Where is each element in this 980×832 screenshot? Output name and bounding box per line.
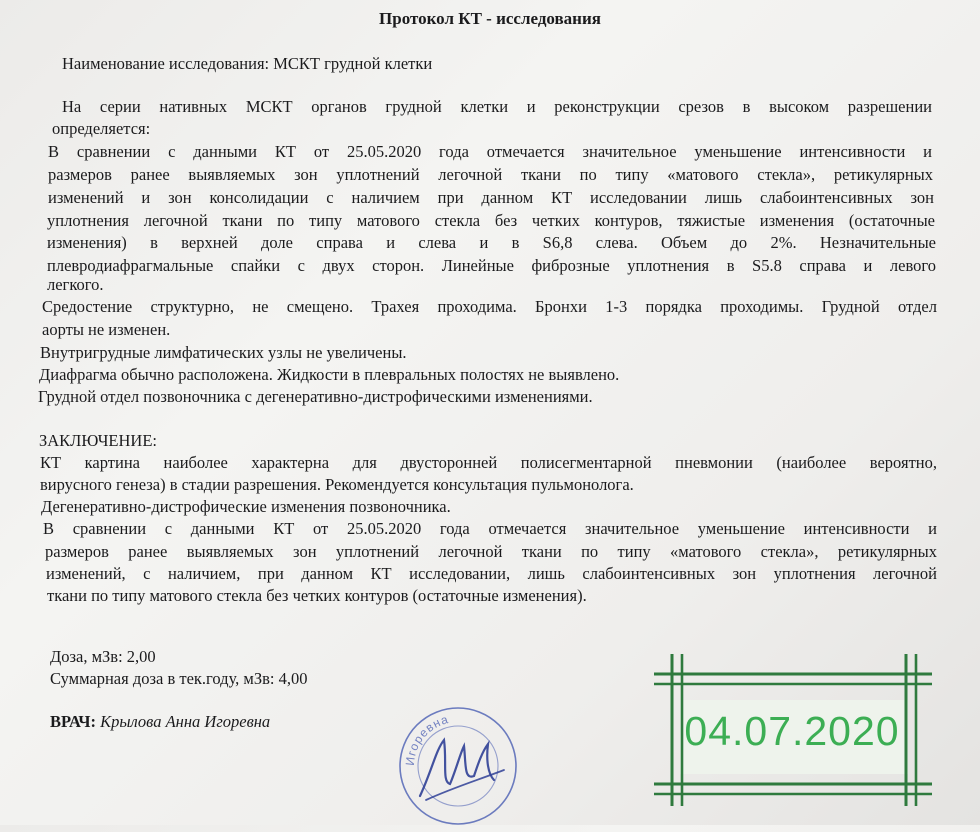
findings-line-12: Внутригрудные лимфатических узлы не увеличены.	[40, 343, 407, 362]
study-name-value: МСКТ грудной клетки	[273, 54, 433, 73]
conclusion-line-7: ткани по типу матового стекла без четких контуров (остаточные изменения).	[47, 586, 587, 605]
seal-text: Игоревна	[402, 712, 451, 767]
conclusion-line-3: Дегенеративно-дистрофические изменения позвоночника.	[41, 497, 451, 516]
findings-line-1: На серии нативных МСКТ органов грудной клетки и реконструкции срезов в высоком разрешении	[62, 97, 932, 116]
findings-line-8: плевродиафрагмальные спайки с двух сторон. Линейные фиброзные уплотнения в S5.8 справа и левого	[47, 256, 936, 275]
official-seal-icon	[392, 700, 524, 832]
study-name-label: Наименование исследования:	[62, 54, 270, 73]
findings-line-3: В сравнении с данными КТ от 25.05.2020 года отмечается значительное уменьшение интенсивности и	[48, 142, 932, 161]
findings-line-7: изменения) в верхней доле справа и слева и в S6,8 слева. Объем до 2%. Незначительные	[47, 233, 936, 252]
findings-line-11: аорты не изменен.	[42, 320, 171, 339]
findings-line-14: Грудной отдел позвоночника с дегенеративно-дистрофическими изменениями.	[38, 387, 593, 406]
conclusion-line-1: КТ картина наиболее характерна для двусторонней полисегментарной пневмонии (наиболее вероятно,	[40, 453, 937, 472]
doctor-name: Крылова Анна Игоревна	[100, 712, 271, 731]
doctor-label: ВРАЧ:	[50, 712, 96, 731]
dose-line: Доза, мЗв: 2,00	[50, 647, 156, 666]
study-name-line	[62, 53, 432, 76]
findings-line-2: определяется:	[52, 119, 151, 138]
document-title: Протокол КТ - исследования	[379, 9, 601, 28]
doctor-line	[50, 711, 270, 734]
conclusion-line-4: В сравнении с данными КТ от 25.05.2020 года отмечается значительное уменьшение интенсивности и	[43, 519, 937, 538]
conclusion-line-6: изменений, с наличием, при данном КТ исследовании, лишь слабоинтенсивных зон уплотнения легочной	[46, 564, 937, 583]
conclusion-heading: ЗАКЛЮЧЕНИЕ:	[39, 431, 158, 450]
findings-line-5: изменений и зон консолидации с наличием при данном КТ исследовании лишь слабоинтенсивных зон	[48, 188, 934, 207]
findings-line-4: размеров ранее выявляемых зон уплотнений легочной ткани по типу «матового стекла», ретикулярных	[48, 165, 933, 184]
total-dose-line: Суммарная доза в тек.году, мЗв: 4,00	[50, 669, 308, 688]
conclusion-line-5: размеров ранее выявляемых зон уплотнений легочной ткани по типу «матового стекла», ретикулярных	[45, 542, 937, 561]
findings-line-6: уплотнения легочной ткани по типу матового стекла без четких контуров, тяжистые изменения (остаточные	[47, 211, 935, 230]
stamp-date: 04.07.2020	[684, 708, 900, 754]
findings-line-10: Средостение структурно, не смещено. Трахея проходима. Бронхи 1-3 порядка проходимы. Грудной отдел	[42, 297, 937, 316]
conclusion-line-2: вирусного генеза) в стадии разрешения. Рекомендуется консультация пульмонолога.	[40, 475, 634, 494]
findings-line-9: легкого.	[47, 275, 104, 294]
findings-line-13: Диафрагма обычно расположена. Жидкости в плевральных полостях не выявлено.	[39, 365, 620, 384]
